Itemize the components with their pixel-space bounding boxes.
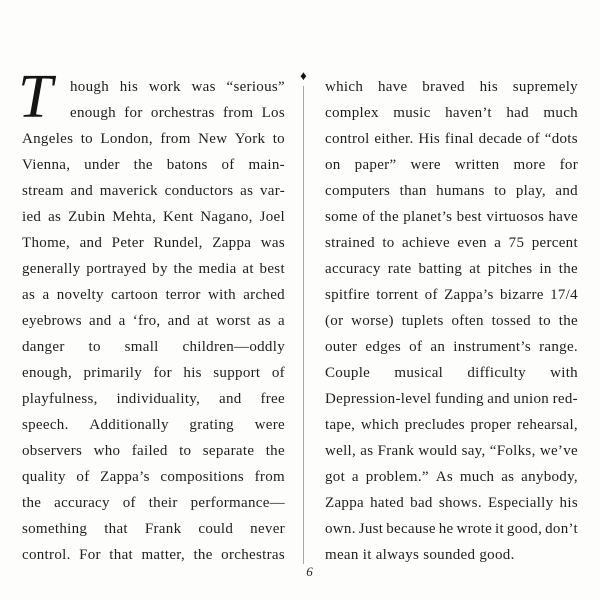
text-line: Thome, and Peter Rundel, Zappa was (22, 235, 285, 251)
drop-cap: T (18, 63, 53, 131)
left-column (18, 63, 285, 573)
text-line: (or worse) tuplets often tossed to the (325, 313, 578, 329)
text-line: mean it always sounded good. (325, 547, 515, 563)
divider-rule (303, 86, 304, 564)
text-line: Zappa hated bad shows. Especially his (325, 495, 578, 511)
text-line: eyebrows and a ‘fro, and at worst as a (22, 313, 285, 329)
diamond-icon: ♦ (300, 68, 307, 83)
text-line: something that Frank could never (22, 521, 285, 537)
text-line: complex music haven’t had much (325, 105, 578, 121)
text-line: accuracy rate batting at pitches in the (325, 261, 578, 277)
text-line: strained to achieve even a 75 percent (325, 235, 578, 251)
column-divider (296, 68, 313, 586)
text-line: tape, which precludes proper rehearsal, (325, 417, 578, 433)
text-line: enough for orchestras from Los (70, 105, 285, 121)
text-line: got a problem.” As much as anybody, (325, 469, 578, 485)
text-line: control either. His final decade of “dots (325, 131, 578, 147)
text-line: Couple musical difficulty with (325, 365, 578, 381)
text-line: some of the planet’s best virtuosos have (325, 209, 578, 225)
text-line: Angeles to London, from New York to (22, 131, 285, 147)
text-line: Depression-level funding and union red- (325, 391, 578, 407)
text-line: speech. Additionally grating were (22, 417, 285, 433)
text-line: enough, primarily for his support of (22, 365, 285, 381)
text-line: Vienna, under the batons of main- (22, 157, 285, 173)
text-line: on paper” were written more for (325, 157, 578, 173)
text-line: ied as Zubin Mehta, Kent Nagano, Joel (22, 209, 285, 225)
text-line: danger to small children—oddly (22, 339, 285, 355)
text-line: as a novelty cartoon terror with arched (22, 287, 285, 303)
text-line: playfulness, individuality, and free (22, 391, 285, 407)
text-line: own. Just because he wrote it good, don’t (325, 521, 578, 537)
text-line: computers than humans to play, and (325, 183, 578, 199)
text-line: stream and maverick conductors as var- (22, 183, 285, 199)
right-column (325, 79, 578, 573)
text-line: control. For that matter, the orchestras (22, 547, 285, 563)
page-number: 6 (306, 564, 313, 579)
text-line: observers who failed to separate the (22, 443, 285, 459)
text-line: which have braved his supremely (325, 79, 578, 95)
text-line: quality of Zappa’s compositions from (22, 469, 285, 485)
text-line: generally portrayed by the media at best (22, 261, 285, 277)
text-line: outer edges of an instrument’s range. (325, 339, 578, 355)
text-line: spitfire torrent of Zappa’s bizarre 17/4 (325, 287, 578, 303)
text-line: the accuracy of their performance— (22, 495, 285, 511)
text-line: hough his work was “serious” (70, 79, 285, 95)
text-line: well, as Frank would say, “Folks, we’ve (325, 443, 578, 459)
